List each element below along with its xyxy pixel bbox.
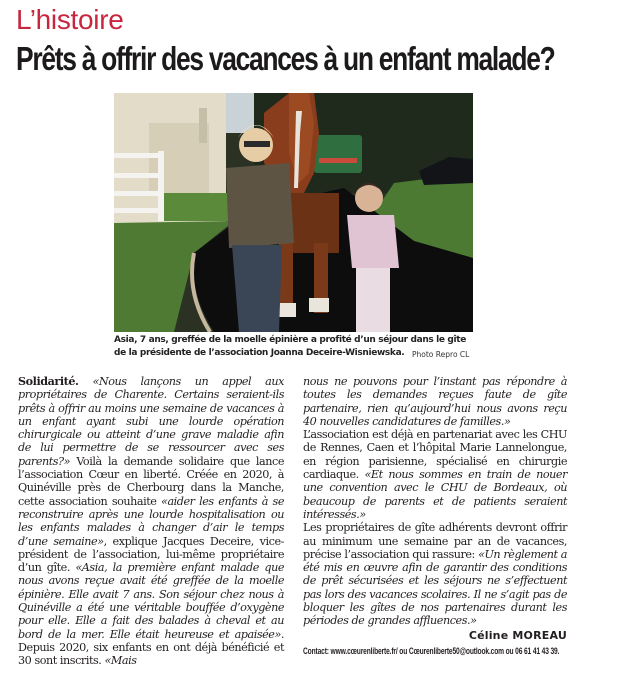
- quote: «aider les enfants à se reconstruire après une lourde hospitalisation ou les enfants malades à changer d’air le temps d’une semaine»: [18, 494, 284, 548]
- paragraph-2: [303, 428, 567, 521]
- girl-leggings: [356, 268, 390, 332]
- body-text: . Depuis 2020, six enfants en ont déjà bénéficié et 30 sont inscrits.: [18, 627, 284, 668]
- green-van: [314, 135, 362, 173]
- photo-illustration: [114, 93, 473, 332]
- body-text: L’association est déjà en partenariat avec les CHU de Rennes, Caen et l’hôpital Marie Lannelongue, en région parisienne, spécialisé en chirurgie cardiaque.: [303, 428, 567, 482]
- body-text: , explique Jacques Deceire, vice-président de l’association, lui-même propriétaire d’un gîte.: [18, 534, 284, 575]
- article-photo: [114, 93, 473, 332]
- section-kicker: L’histoire: [16, 4, 124, 35]
- lead-word: Solidarité.: [18, 374, 79, 388]
- author-byline: Céline MOREAU: [468, 628, 567, 642]
- photo-caption: Asia, 7 ans, greffée de la moelle épinière a profité d’un séjour dans le gîte de la présidente de l’association Joanna Deceire-Wisniewska.: [114, 335, 466, 358]
- contact-line: Contact: www.cœurenliberte.fr/ ou Cœurenliberte50@outlook.com ou 06 61 41 43 39.: [303, 645, 560, 657]
- quote: nous ne pouvons pour l’instant pas répondre à toutes les demandes reçues faute de gîte partenaire, rien qu’aujourd’hui nous avons reçu 40 nouvelles candidatures de familles.»: [303, 375, 567, 428]
- quote: «Un règlement a été mis en œuvre afin de garantir des conditions de prêt sécurisées et les séjours ne s’effectuent pas lors des vacances scolaires. Il ne s’agit pas de bloquer les gîtes de nos partenaires durant les périodes de grandes affluences.»: [303, 547, 567, 628]
- quote: «Asia, la première enfant malade que nous avons reçue avait été greffée de la moelle épinière. Elle avait 7 ans. Son séjour chez nous à Quinéville a été une véritable bouffée d’oxygène pour elle. Elle a fait des balades à cheval et au bord de la mer. Elle était heureuse et apaisée»: [18, 561, 284, 641]
- girl-cardigan: [347, 215, 399, 268]
- quote-continued: «Mais: [104, 654, 137, 668]
- woman-jacket: [226, 163, 294, 248]
- headline: Prêts à offrir des vacances à un enfant malade?: [16, 40, 555, 77]
- woman-jeans: [232, 245, 282, 332]
- body-text: Voilà la demande solidaire que lance l’association Cœur en liberté. Créée en 2020, à Quinéville près de Cherbourg dans la Manche, cette association souhaite: [18, 454, 284, 508]
- article-column-2: [303, 375, 567, 658]
- quote: «Nous lançons un appel aux propriétaires de Charente. Certains seraient-ils prêts à offrir au moins une semaine de vacances à un enfant ayant subi une lourde opération chirurgicale ou atteint d’une grave maladie afin de lui permettre de se ressourcer avec ses parents?»: [18, 375, 284, 468]
- body-text: Les propriétaires de gîte adhérents devront offrir au minimum une semaine par an de vacances, précise l’association qui rassure:: [303, 521, 567, 561]
- paragraph-3: [303, 521, 567, 627]
- article-column-1: [18, 375, 284, 668]
- paragraph-1-continued: [303, 375, 567, 428]
- photo-credit: Photo Repro CL: [412, 350, 470, 359]
- paragraph-1: [18, 375, 284, 668]
- quote: «Et nous sommes en train de nouer une convention avec le CHU de Bordeaux, où beaucoup de parents et de patients seraient intéressés.»: [303, 468, 567, 521]
